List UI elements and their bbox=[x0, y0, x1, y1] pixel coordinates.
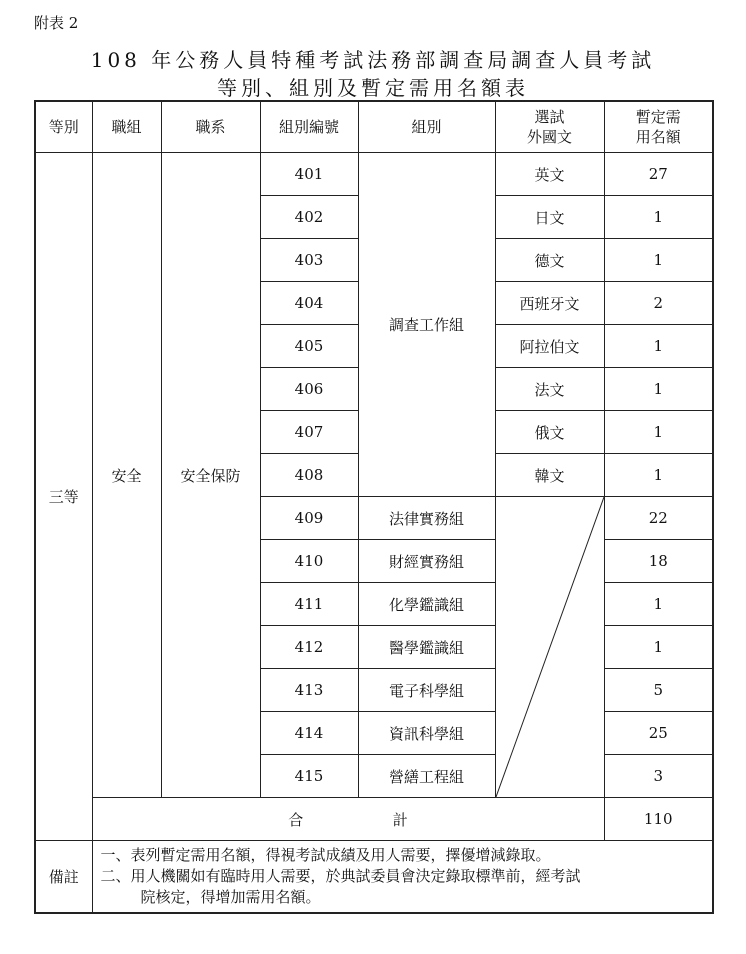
language-cell: 英文 bbox=[495, 153, 604, 196]
code-cell: 408 bbox=[260, 454, 358, 497]
code-cell: 411 bbox=[260, 583, 358, 626]
group-cell: 化學鑑識組 bbox=[358, 583, 495, 626]
total-label-2: 計 bbox=[392, 810, 408, 829]
code-cell: 402 bbox=[260, 196, 358, 239]
attachment-label: 附表 2 bbox=[34, 14, 79, 32]
header-job-group: 職組 bbox=[92, 101, 161, 153]
header-group: 組別 bbox=[358, 101, 495, 153]
code-cell: 410 bbox=[260, 540, 358, 583]
quota-cell: 1 bbox=[604, 368, 713, 411]
quota-table bbox=[34, 100, 714, 914]
header-quota-line-2: 用名額 bbox=[635, 128, 681, 146]
header-quota-line-1: 暫定需 bbox=[635, 108, 681, 126]
job-group-cell: 安全 bbox=[92, 153, 161, 798]
group-cell: 營繕工程組 bbox=[358, 755, 495, 798]
language-cell: 俄文 bbox=[495, 411, 604, 454]
header-language-line-2: 外國文 bbox=[526, 128, 572, 146]
quota-cell: 1 bbox=[604, 626, 713, 669]
note-line-1: 一、表列暫定需用名額，得視考試成績及用人需要，擇優增減錄取。 bbox=[100, 846, 551, 864]
quota-cell: 3 bbox=[604, 755, 713, 798]
job-series-cell: 安全保防 bbox=[161, 153, 260, 798]
quota-cell: 1 bbox=[604, 239, 713, 282]
header-language-line-1: 選試 bbox=[534, 108, 565, 126]
quota-cell: 1 bbox=[604, 583, 713, 626]
language-cell: 日文 bbox=[495, 196, 604, 239]
total-label-cell bbox=[92, 798, 604, 841]
code-cell: 414 bbox=[260, 712, 358, 755]
header-quota bbox=[604, 101, 713, 153]
document-title-line-1: 108 年公務人員特種考試法務部調查局調查人員考試 bbox=[90, 48, 656, 72]
quota-cell: 27 bbox=[604, 153, 713, 196]
total-value-cell: 110 bbox=[604, 798, 713, 841]
language-cell: 德文 bbox=[495, 239, 604, 282]
code-cell: 407 bbox=[260, 411, 358, 454]
code-cell: 404 bbox=[260, 282, 358, 325]
language-cell: 法文 bbox=[495, 368, 604, 411]
table-row bbox=[35, 153, 713, 196]
document-title-line-2: 等別、組別及暫定需用名額表 bbox=[217, 76, 529, 100]
group-cell: 資訊科學組 bbox=[358, 712, 495, 755]
code-cell: 403 bbox=[260, 239, 358, 282]
note-line-3: 院核定，得增加需用名額。 bbox=[140, 888, 321, 906]
diagonal-slash bbox=[496, 497, 604, 797]
note-line-2: 二、用人機關如有臨時用人需要，於典試委員會決定錄取標準前，經考試 bbox=[100, 867, 581, 885]
notes-label-cell: 備註 bbox=[35, 841, 92, 914]
language-cell: 阿拉伯文 bbox=[495, 325, 604, 368]
quota-cell: 5 bbox=[604, 669, 713, 712]
notes-cell bbox=[92, 841, 713, 914]
code-cell: 412 bbox=[260, 626, 358, 669]
quota-cell: 1 bbox=[604, 196, 713, 239]
code-cell: 406 bbox=[260, 368, 358, 411]
quota-cell: 2 bbox=[604, 282, 713, 325]
group-cell: 財經實務組 bbox=[358, 540, 495, 583]
code-cell: 405 bbox=[260, 325, 358, 368]
quota-cell: 22 bbox=[604, 497, 713, 540]
header-job-series: 職系 bbox=[161, 101, 260, 153]
code-cell: 413 bbox=[260, 669, 358, 712]
code-cell: 415 bbox=[260, 755, 358, 798]
language-cell: 韓文 bbox=[495, 454, 604, 497]
group-cell: 電子科學組 bbox=[358, 669, 495, 712]
quota-cell: 1 bbox=[604, 325, 713, 368]
group-cell: 法律實務組 bbox=[358, 497, 495, 540]
quota-cell: 1 bbox=[604, 411, 713, 454]
notes-row bbox=[35, 841, 713, 914]
quota-cell: 18 bbox=[604, 540, 713, 583]
header-language bbox=[495, 101, 604, 153]
investigation-group-cell: 調查工作組 bbox=[358, 153, 495, 497]
header-code: 組別編號 bbox=[260, 101, 358, 153]
header-grade: 等別 bbox=[35, 101, 92, 153]
grade-cell: 三等 bbox=[35, 153, 92, 841]
no-language-slash-cell bbox=[495, 497, 604, 798]
code-cell: 409 bbox=[260, 497, 358, 540]
table-header-row bbox=[35, 101, 713, 153]
diagonal-line bbox=[496, 497, 604, 797]
group-cell: 醫學鑑識組 bbox=[358, 626, 495, 669]
quota-cell: 1 bbox=[604, 454, 713, 497]
language-cell: 西班牙文 bbox=[495, 282, 604, 325]
total-row bbox=[35, 798, 713, 841]
quota-cell: 25 bbox=[604, 712, 713, 755]
code-cell: 401 bbox=[260, 153, 358, 196]
total-label-1: 合 bbox=[288, 810, 304, 829]
